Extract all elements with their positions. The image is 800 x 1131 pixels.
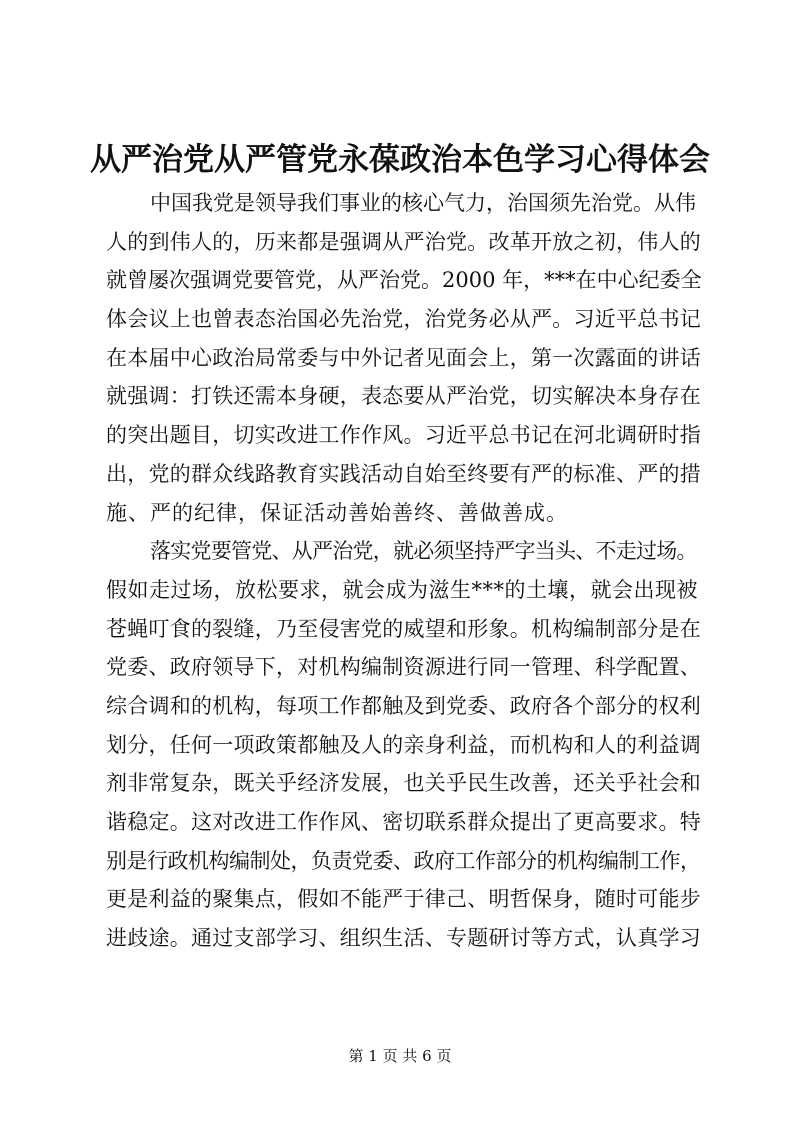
text-line: 剂非常复杂，既关乎经济发展，也关乎民生改善，还关乎社会和 bbox=[106, 771, 701, 796]
page-footer: 第 1 页 共 6 页 bbox=[348, 1047, 452, 1065]
document-title: 从严治党从严管党永葆政治本色学习心得体会 bbox=[90, 142, 710, 178]
text-line: 划分，任何一项政策都触及人的亲身利益，而机构和人的利益调 bbox=[106, 732, 701, 757]
text-line: 更是利益的聚集点，假如不能严于律己、明哲保身，随时可能步 bbox=[106, 887, 701, 912]
text-line: 别是行政机构编制处，负责党委、政府工作部分的机构编制工作， bbox=[106, 848, 701, 873]
text-line: 就曾屡次强调党要管党，从严治党。2000 年，***在中心纪委全 bbox=[106, 268, 702, 293]
text-line: 苍蝇叮食的裂缝，乃至侵害党的威望和形象。机构编制部分是在 bbox=[106, 616, 701, 641]
text-line: 中国我党是领导我们事业的核心气力，治国须先治党。从伟 bbox=[150, 191, 696, 215]
text-line: 落实党要管党、从严治党，就必须坚持严字当头、不走过场。 bbox=[150, 539, 697, 564]
text-line: 就强调：打铁还需本身硬，表态要从严治党，切实解决本身存在 bbox=[106, 384, 701, 409]
text-line: 进歧途。通过支部学习、组织生活、专题研讨等方式，认真学习 bbox=[106, 926, 701, 951]
text-line: 假如走过场，放松要求，就会成为滋生***的土壤，就会出现被 bbox=[106, 577, 698, 602]
paragraph bbox=[106, 532, 702, 958]
text-line: 施、严的纪律，保证活动善始善终、善做善成。 bbox=[106, 500, 568, 525]
text-line: 在本届中心政治局常委与中外记者见面会上，第一次露面的讲话 bbox=[106, 345, 701, 370]
paragraph bbox=[106, 184, 702, 532]
text-line: 的突出题目，切实改进工作作风。习近平总书记在河北调研时指 bbox=[106, 423, 701, 448]
document-body bbox=[106, 184, 702, 958]
text-line: 体会议上也曾表态治国必先治党，治党务必从严。习近平总书记 bbox=[106, 307, 701, 332]
text-line: 综合调和的机构，每项工作都触及到党委、政府各个部分的权利 bbox=[106, 693, 701, 718]
text-line: 谐稳定。这对改进工作作风、密切联系群众提出了更高要求。特 bbox=[106, 810, 701, 834]
text-line: 出，党的群众线路教育实践活动自始至终要有严的标准、严的措 bbox=[106, 461, 701, 486]
text-line: 人的到伟人的，历来都是强调从严治党。改革开放之初，伟人的 bbox=[106, 229, 701, 254]
text-line: 党委、政府领导下，对机构编制资源进行同一管理、科学配置、 bbox=[106, 655, 701, 680]
